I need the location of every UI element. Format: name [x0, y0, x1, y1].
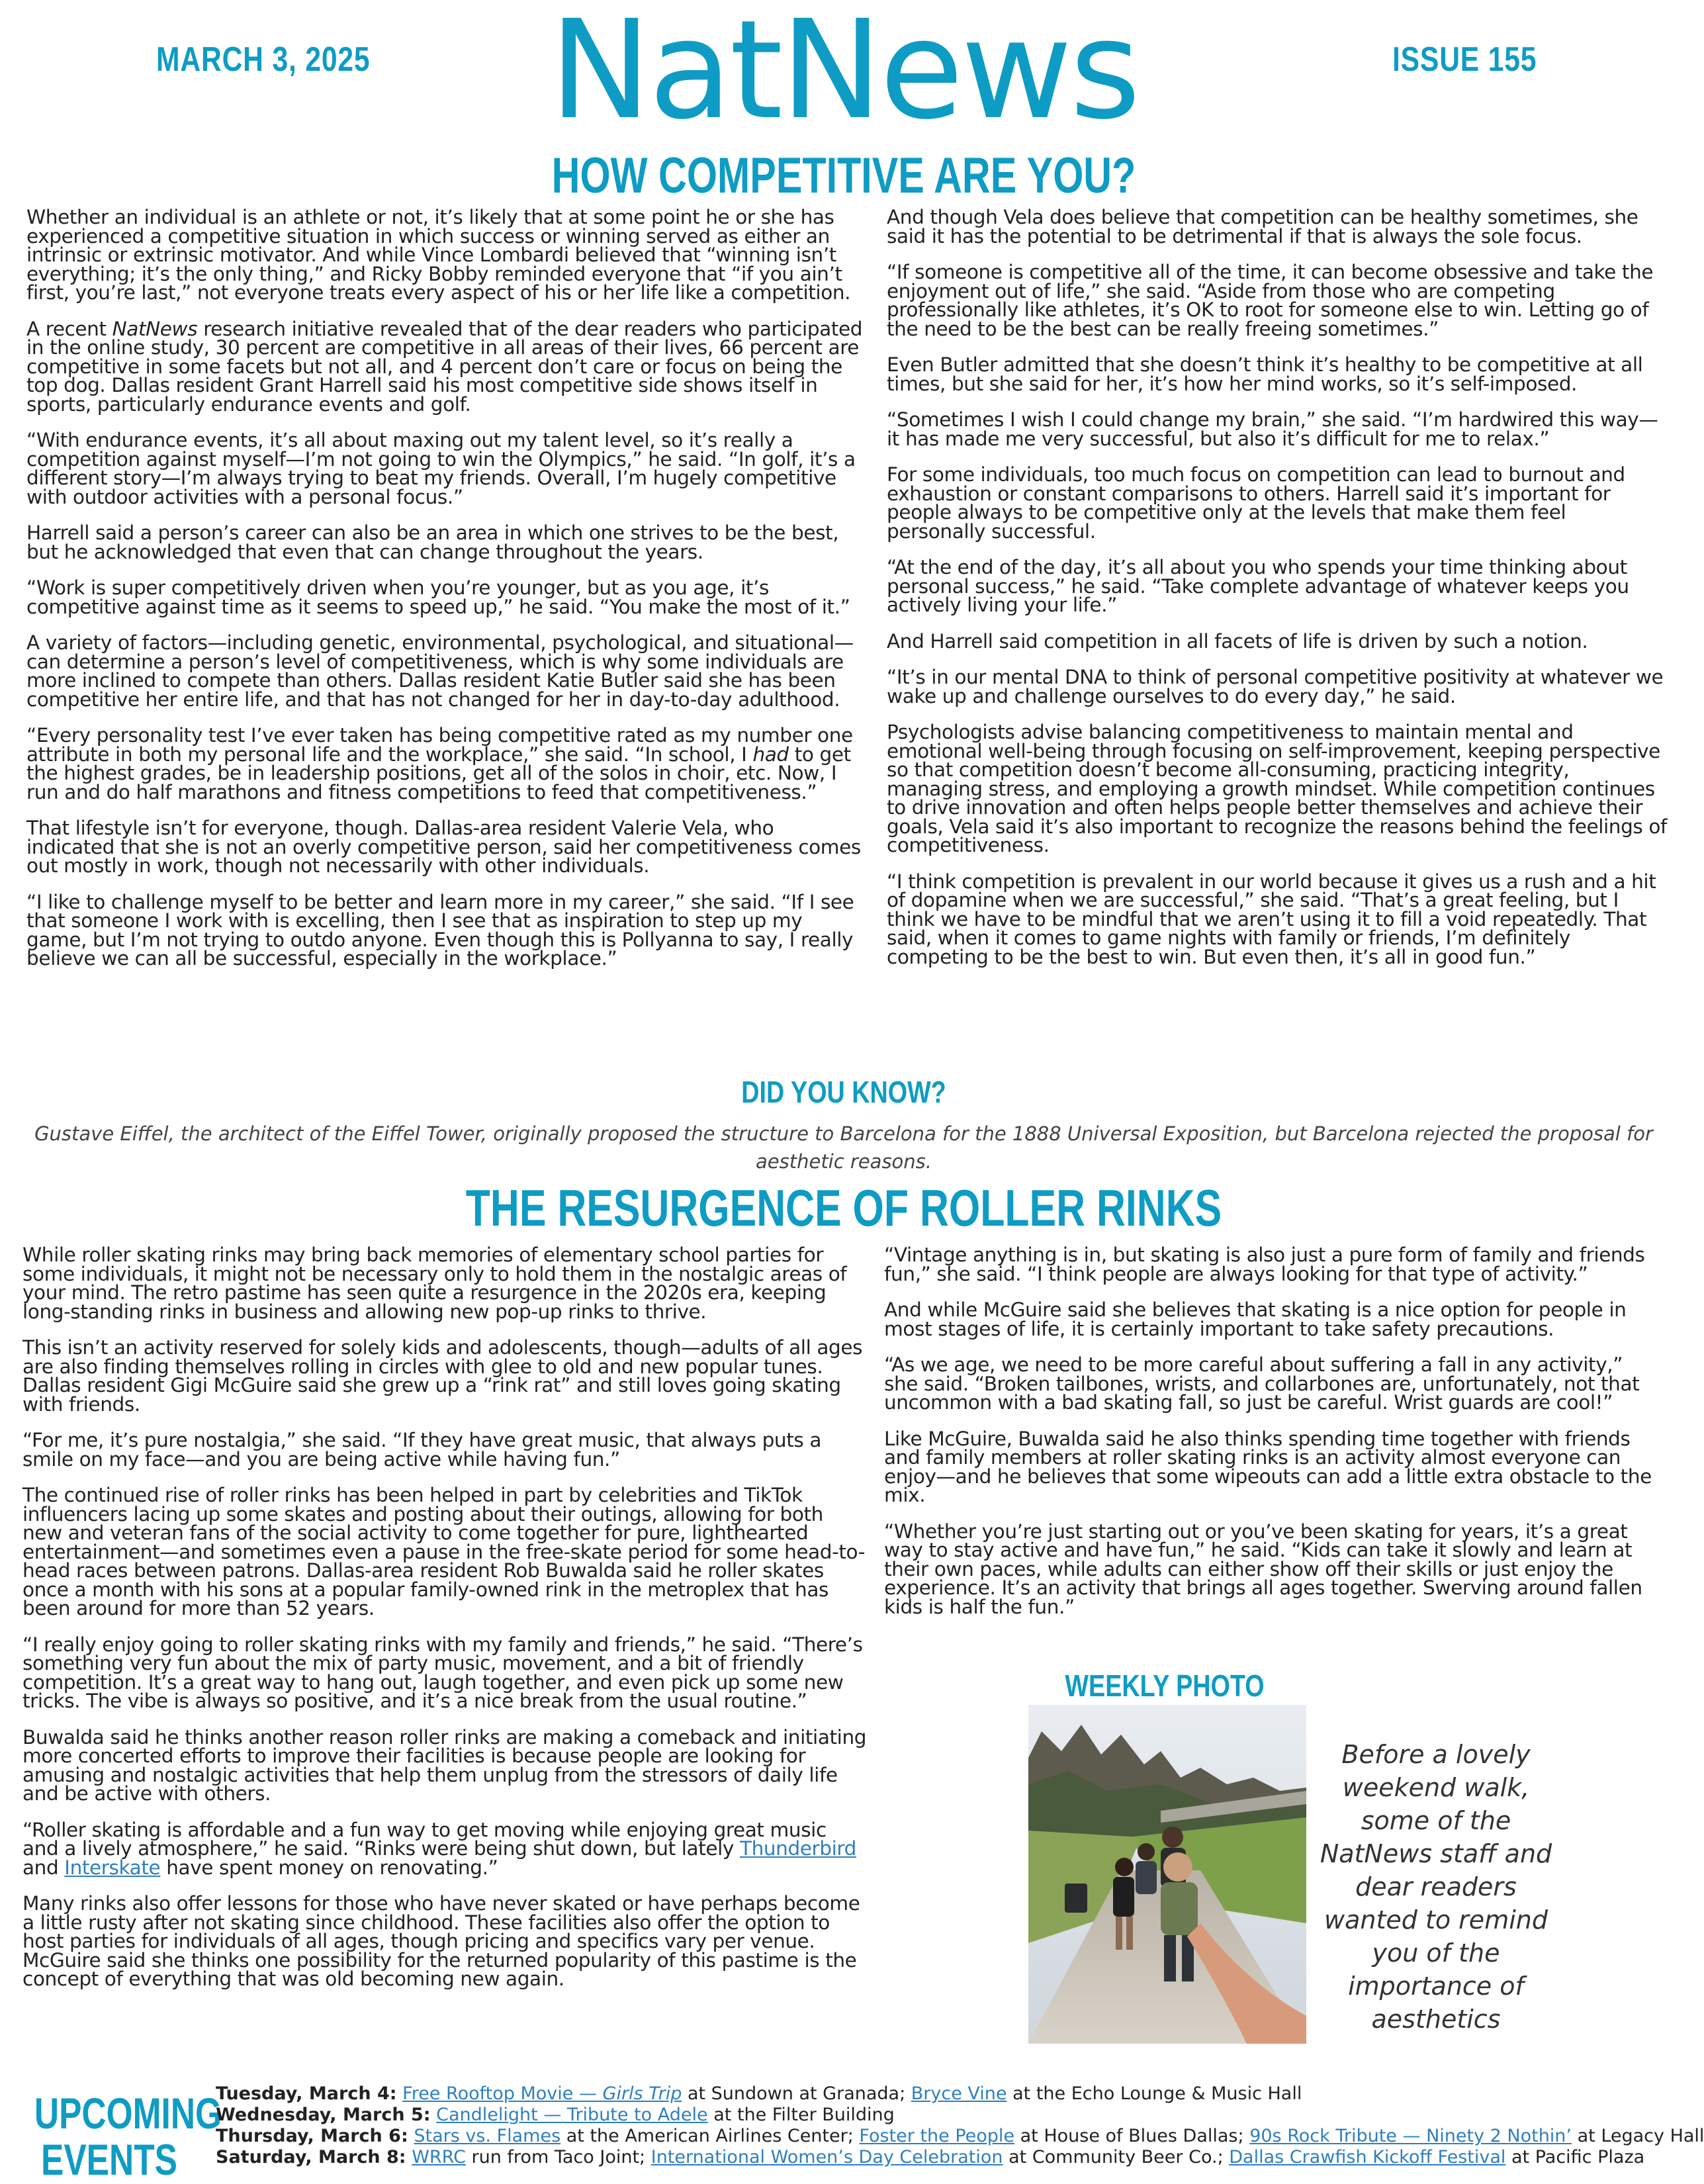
- paragraph: Buwalda said he thinks another reason roller rinks are making a comeback and initiating more concerted efforts to improve their facilities is because people are looking for amusing and nostalgic activities that help them unplug from the stressors of daily life and be active with others.: [22, 1725, 867, 1805]
- event-link-crawfish[interactable]: Dallas Crawfish Kickoff Festival: [1229, 2147, 1506, 2167]
- paragraph: “I like to challenge myself to be better and learn more in my career,” she said. “If I see that someone I work with is excelling, then I see that as inspiration to step up my game, but I’m not trying to outdo anyone. Even though this is Pollyanna to say, I really believe we can all be successful, especially in the workplace.”: [26, 890, 854, 970]
- event-row-saturday: Saturday, March 8: WRRC run from Taco Joint; International Women’s Day Celebration at Community Beer Co.; Dallas Crawfish Kickoff Festival at Pacific Plaza: [216, 2147, 1645, 2167]
- interskate-link[interactable]: Interskate: [64, 1856, 161, 1879]
- event-link-rooftop-movie[interactable]: Free Rooftop Movie — Girls Trip: [402, 2083, 682, 2104]
- paragraph: “Sometimes I wish I could change my brain,” she said. “I’m hardwired this way—it has made me very successful, but also it’s difficult for me to relax.”: [887, 408, 1658, 450]
- issue-number: ISSUE 155: [1392, 40, 1537, 79]
- paragraph: “At the end of the day, it’s all about you who spends your time thinking about personal success,” he said. “Take complete advantage of whatever keeps you actively living your life.”: [887, 556, 1629, 616]
- paragraph: “With endurance events, it’s all about maxing out my talent level, so it’s really a competition against myself—I’m not going to win the Olympics,” he said. “In golf, it’s a different story—I’m always trying to beat my friends. Overall, I’m hugely competitive with outdoor activities with a personal focus.”: [26, 429, 856, 508]
- event-link-candlelight[interactable]: Candlelight — Tribute to Adele: [436, 2105, 708, 2125]
- paragraph: Whether an individual is an athlete or not, it’s likely that at some point he or she has experienced a competitive situation in which success or winning served as either an intrinsic or extrinsic motivator. And while Vince Lombardi believed that “winning isn’t everything; it’s the only thing,” and Ricky Bobby reminded everyone that “if you ain’t first, you’re last,” not everyone treats every aspect of his or her life like a competition.: [26, 206, 851, 304]
- paragraph: A recent NatNews research initiative revealed that of the dear readers who participated in the online study, 30 percent are competitive in all areas of their lives, 66 percent are competitive in some facets but not all, and 4 percent don’t care or focus on being the top dog. Dallas resident Grant Harrell said his most competitive side shows itself in sports, particularly endurance events and golf.: [26, 317, 863, 416]
- paragraph: That lifestyle isn’t for everyone, though. Dallas-area resident Valerie Vela, who indicated that she is not an overly competitive person, said her competitiveness comes out mostly in work, though not necessarily with other individuals.: [26, 817, 861, 877]
- event-link-womens-day[interactable]: International Women’s Day Celebration: [650, 2147, 1003, 2167]
- did-you-know-text: Gustave Eiffel, the architect of the Eiffel Tower, originally proposed the structure to Barcelona for the 1888 Universal Exposition, but Barcelona rejected the proposal for aesthetic reasons.: [34, 1122, 1653, 1173]
- paragraph: “Roller skating is affordable and a fun way to get moving while enjoying great music and a lively atmosphere,” he said. “Rinks were being shut down, but lately Thunderbird and Interskate have spent money on renovating.”: [22, 1818, 856, 1879]
- paragraph: This isn’t an activity reserved for solely kids and adolescents, though—adults of all ages are also finding themselves rolling in circles with glee to old and new popular tunes. Dallas resident Gigi McGuire said she grew up a “rink rat” and still loves going skating with friends.: [22, 1336, 863, 1416]
- event-row-tuesday: Tuesday, March 4: Free Rooftop Movie — Girls Trip at Sundown at Granada; Bryce Vine at the Echo Lounge & Music Hall: [216, 2083, 1302, 2104]
- paragraph: Psychologists advise balancing competitiveness to maintain mental and emotional well-being through focusing on self-improvement, keeping perspective so that competition doesn’t become all-consuming, practicing integrity, managing stress, and employing a growth mindset. While competition continues to drive innovation and often helps people better themselves and achieve their goals, Vela said it’s also important to recognize the reasons behind the feelings of competitiveness.: [887, 721, 1667, 856]
- event-link-bryce-vine[interactable]: Bryce Vine: [911, 2083, 1007, 2104]
- paragraph: “It’s in our mental DNA to think of personal competitive positivity at whatever we wake up and challenge ourselves to do every day,” he said.: [887, 666, 1664, 707]
- paragraph: While roller skating rinks may bring back memories of elementary school parties for some individuals, it might not be necessary only to hold them in the nostalgic areas of your mind. The retro pastime has seen quite a resurgence in the 2020s era, keeping long-standing rinks in business and allowing new pop-up rinks to thrive.: [22, 1244, 847, 1323]
- event-link-stars-flames[interactable]: Stars vs. Flames: [414, 2126, 561, 2146]
- paragraph: Like McGuire, Buwalda said he also thinks spending time together with friends and family members at roller skating rinks is an activity almost everyone can enjoy—and he believes that some wipeouts can add a little extra obstacle to the mix.: [884, 1427, 1652, 1506]
- paragraph: Many rinks also offer lessons for those who have never skated or have perhaps become a little rusty after not skating since childhood. These facilities also offer the option to host parties for individuals of all ages, though pricing and specifics vary per venue. McGuire said she thinks one possibility for the returned popularity of this pastime is the concept of everything that was old becoming new again.: [22, 1892, 860, 1990]
- paragraph: And Harrell said competition in all facets of life is driven by such a notion.: [887, 629, 1588, 653]
- event-row-wednesday: Wednesday, March 5: Candlelight — Tribute to Adele at the Filter Building: [216, 2105, 895, 2125]
- paragraph: And though Vela does believe that competition can be healthy sometimes, she said it has the potential to be detrimental if that is always the sole focus.: [887, 206, 1638, 248]
- paragraph: Even Butler admitted that she doesn’t think it’s healthy to be competitive at all times, but she said for her, it’s how her mind works, so it’s self-imposed.: [887, 353, 1643, 395]
- article-competitive-right-column: [887, 208, 1668, 983]
- weekly-photo: [1028, 1705, 1306, 2044]
- paragraph: “Work is super competitively driven when you’re younger, but as you age, it’s competitive against time as it seems to speed up,” he said. “You make the most of it.”: [26, 576, 850, 618]
- paragraph: A variety of factors—including genetic, environmental, psychological, and situational—can determine a person’s level of competitiveness, which is why some individuals are more inclined to compete than others. Dallas resident Katie Butler said she has been competitive her entire life, and that has not changed for her in day-to-day adulthood.: [26, 631, 854, 711]
- paragraph: “Whether you’re just starting out or you’ve been skating for years, it’s a great way to stay active and have fun,” he said. “Kids can take it slowly and learn at their own paces, while adults can either show off their skills or just enjoy the experience. It’s an activity that brings all ages together. Swerving around fallen kids is half the fun.”: [884, 1520, 1642, 1618]
- events-list: [216, 2083, 1704, 2168]
- photo-caption: Before a lovely weekend walk, some of the NatNews staff and dear readers wanted to remind you of the importance of aesthetics: [1320, 1740, 1552, 2034]
- article-competitive-left-column: [26, 208, 867, 985]
- paragraph: “As we age, we need to be more careful about suffering a fall in any activity,” she said. “Broken tailbones, wrists, and collarbones are, unfortunately, not that uncommon with a bad skating fall, so just be careful. Wrist guards are cool!”: [884, 1353, 1640, 1414]
- paragraph: The continued rise of roller rinks has been helped in part by celebrities and TikTok influencers lacing up some skates and posting about their outings, allowing for both new and veteran fans of the social activity to come together for pure, lighthearted entertainment—and sometimes even a pause in the free-skate period for some head-to-head races between patrons. Dallas-area resident Rob Buwalda said he roller skates once a month with his sons at a popular family-owned rink in the metroplex that has been around for more than 52 years.: [22, 1484, 865, 1619]
- paragraph: Harrell said a person’s career can also be an area in which one strives to be the best, but he acknowledged that even that can change throughout the years.: [26, 522, 839, 563]
- paragraph: “Every personality test I’ve ever taken has being competitive rated as my number one attribute in both my personal life and the workplace,” she said. “In school, I had to get the highest grades, be in leadership positions, get all of the solos in choir, etc. Now, I run and do half marathons and fitness competitions to feed that competitiveness.”: [26, 724, 853, 803]
- article-roller-rinks-title: THE RESURGENCE OF ROLLER RINKS: [465, 1179, 1222, 1237]
- event-row-thursday: Thursday, March 6: Stars vs. Flames at the American Airlines Center; Foster the People at House of Blues Dallas; 90s Rock Tribute — Ninety 2 Nothin’ at Legacy Hall: [216, 2126, 1704, 2146]
- article-roller-rinks-left-column: [22, 1246, 867, 2006]
- paragraph: For some individuals, too much focus on competition can lead to burnout and exhaustion or constant comparisons to others. Harrell said it’s important for people always to be competitive only at the levels that make them feel personally successful.: [887, 463, 1625, 543]
- article-roller-rinks-right-column: [884, 1246, 1662, 1633]
- issue-date: MARCH 3, 2025: [156, 40, 371, 79]
- article-competitive-title: HOW COMPETITIVE ARE YOU?: [551, 148, 1136, 204]
- paragraph: “I really enjoy going to roller skating rinks with my family and friends,” he said. “There’s something very fun about the mix of party music, movement, and a bit of friendly competition. It’s a great way to hang out, laugh together, and even pick up some new tricks. The vibe is always so positive, and it’s a nice break from the usual routine.”: [22, 1633, 863, 1712]
- thunderbird-link[interactable]: Thunderbird: [739, 1837, 856, 1860]
- event-link-wrrc[interactable]: WRRC: [412, 2147, 466, 2167]
- event-link-90s-rock[interactable]: 90s Rock Tribute — Ninety 2 Nothin’: [1249, 2126, 1572, 2146]
- paragraph: And while McGuire said she believes that skating is a nice option for people in most stages of life, it is certainly important to take safety precautions.: [884, 1298, 1627, 1340]
- did-you-know-title: DID YOU KNOW?: [741, 1075, 946, 1109]
- event-link-foster-the-people[interactable]: Foster the People: [859, 2126, 1015, 2146]
- masthead-title: NatNews: [549, 0, 1138, 150]
- paragraph: “For me, it’s pure nostalgia,” she said. “If they have great music, that always puts a smile on my face—and you are being active while having fun.”: [22, 1429, 821, 1471]
- photo-op-title: WEEKLY PHOTO: [1065, 1668, 1265, 1703]
- paragraph: “If someone is competitive all of the time, it can become obsessive and take the enjoyment out of life,” she said. “Aside from those who are competing professionally like athletes, it’s OK to root for someone else to win. Letting go of the need to be the best can be really freeing sometimes.”: [887, 261, 1654, 340]
- paragraph: “I think competition is prevalent in our world because it gives us a rush and a hit of dopamine when we are successful,” she said. “That’s a great feeling, but I think we have to be mindful that we aren’t using it to fill a void repeatedly. That said, when it comes to game nights with family or friends, I’m definitely competing to be the best to win. But even then, it’s all in good fun.”: [887, 870, 1656, 968]
- upcoming-events-heading: UPCOMING EVENTS: [34, 2089, 222, 2184]
- paragraph: “Vintage anything is in, but skating is also just a pure form of family and friends fun,” she said. “I think people are always looking for that type of activity.”: [884, 1244, 1645, 1285]
